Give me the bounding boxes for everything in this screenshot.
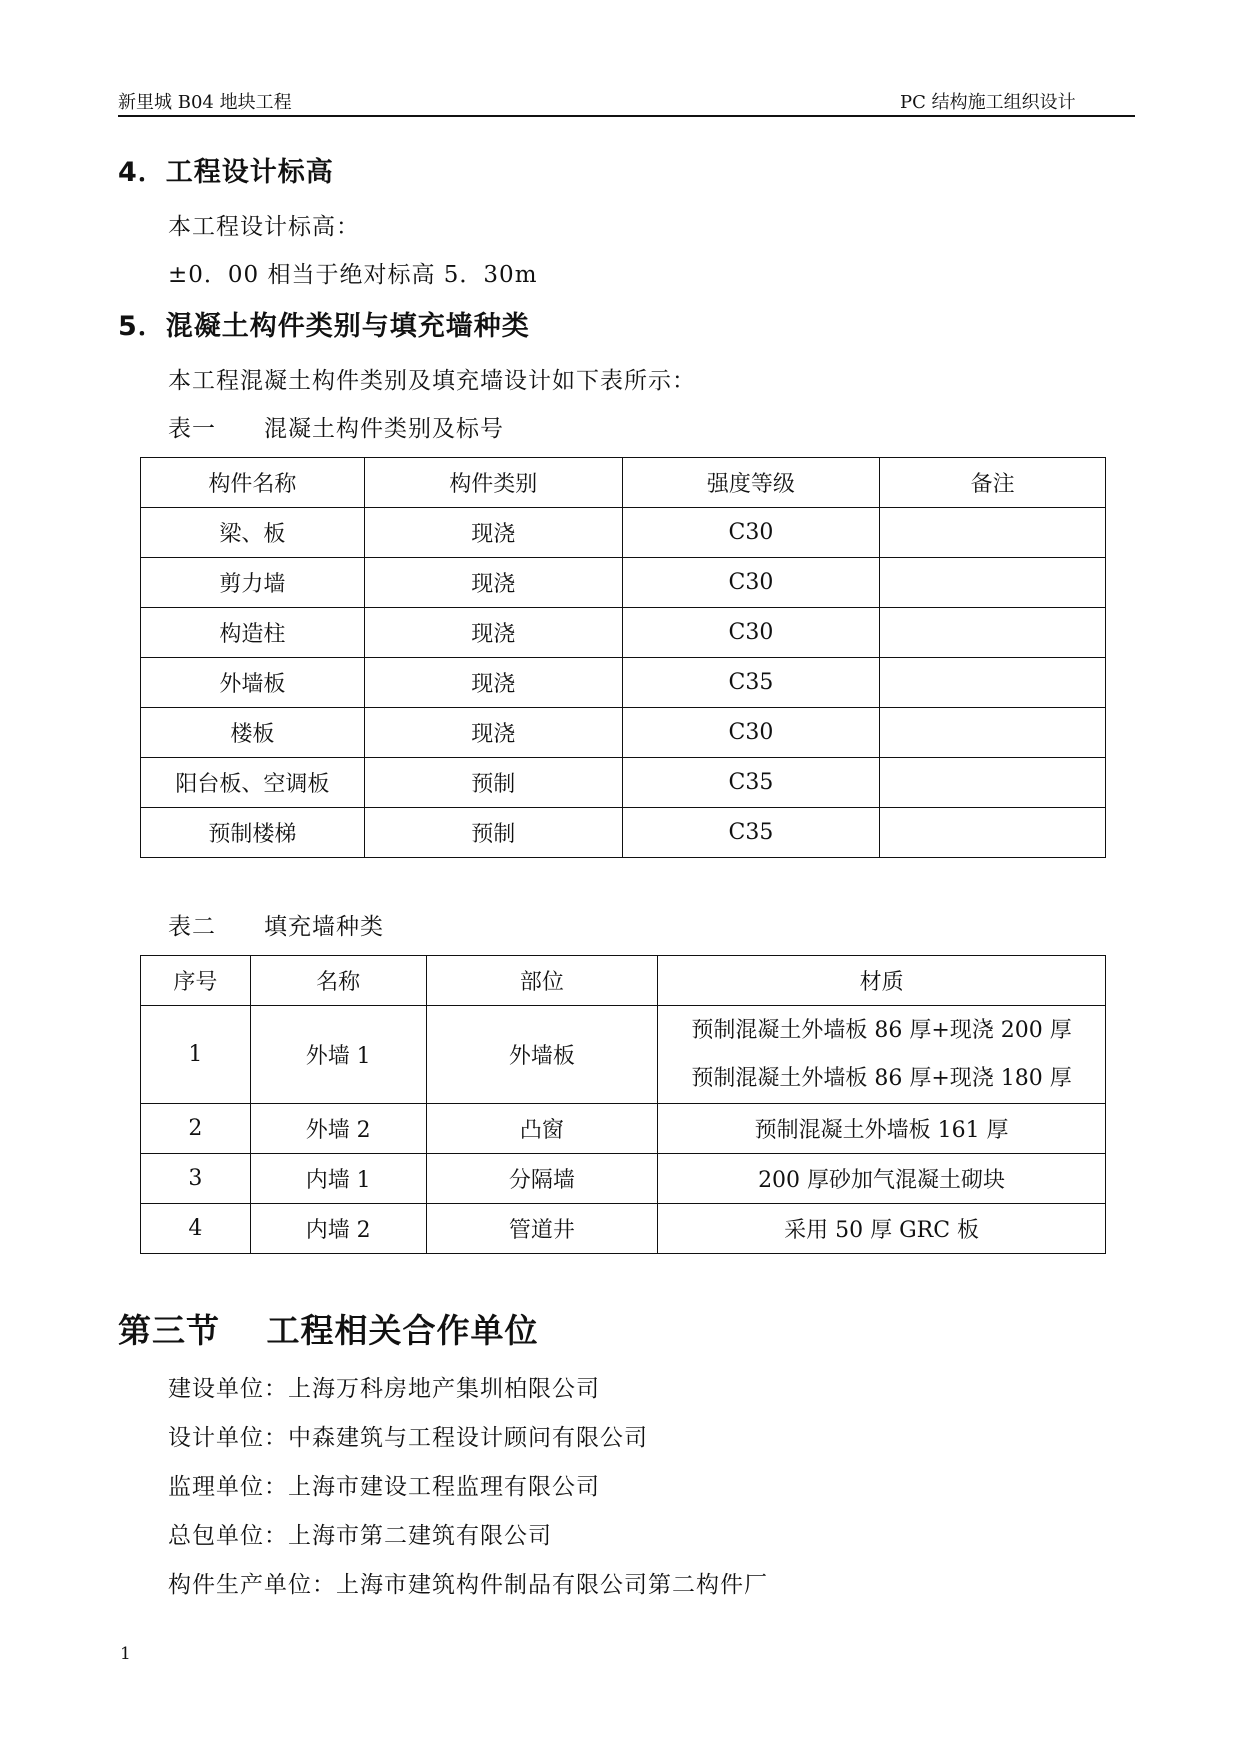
table-cell: 预制 xyxy=(364,808,622,858)
table-cell xyxy=(658,1006,1106,1104)
table-cell: 现浇 xyxy=(364,558,622,608)
table-cell: 凸窗 xyxy=(426,1104,658,1154)
table-row xyxy=(141,508,1106,558)
chapter-3-heading: 第三节 工程相关合作单位 xyxy=(118,1311,539,1350)
section-4-line-2: ±0．00 相当于绝对标高 5．30m xyxy=(168,262,538,288)
partner-line: 总包单位：上海市第二建筑有限公司 xyxy=(168,1523,552,1549)
table-row xyxy=(141,558,1106,608)
table-row xyxy=(141,758,1106,808)
table-cell: 剪力墙 xyxy=(141,558,365,608)
table-cell: 预制混凝土外墙板 161 厚 xyxy=(658,1104,1106,1154)
table-cell xyxy=(880,758,1106,808)
table-cell xyxy=(880,508,1106,558)
table-1-caption: 表一 混凝土构件类别及标号 xyxy=(168,416,504,442)
table-cell: 管道井 xyxy=(426,1204,658,1254)
table-cell: 外墙 1 xyxy=(250,1006,426,1104)
header-right-title: PC 结构施工组织设计 xyxy=(900,92,1076,113)
material-line: 预制混凝土外墙板 86 厚+现浇 200 厚 xyxy=(691,1017,1072,1043)
section-4-heading: 4．工程设计标高 xyxy=(118,157,334,188)
table-cell: 内墙 1 xyxy=(250,1154,426,1204)
table-header-cell: 序号 xyxy=(141,956,251,1006)
table-cell xyxy=(880,608,1106,658)
partner-line: 构件生产单位：上海市建筑构件制品有限公司第二构件厂 xyxy=(168,1572,768,1598)
table-cell: C30 xyxy=(622,708,880,758)
table-cell xyxy=(880,708,1106,758)
table-cell: C30 xyxy=(622,508,880,558)
table-row xyxy=(141,608,1106,658)
table-row xyxy=(141,808,1106,858)
table-header-cell: 材质 xyxy=(658,956,1106,1006)
table-cell: 梁、板 xyxy=(141,508,365,558)
partner-line: 建设单位：上海万科房地产集圳柏限公司 xyxy=(168,1376,600,1402)
table-cell xyxy=(880,658,1106,708)
infill-wall-table xyxy=(140,955,1106,1254)
table-cell: 3 xyxy=(141,1154,251,1204)
table-cell: 预制楼梯 xyxy=(141,808,365,858)
table-header-cell: 部位 xyxy=(426,956,658,1006)
section-5-heading: 5．混凝土构件类别与填充墙种类 xyxy=(118,311,530,342)
table-row xyxy=(141,708,1106,758)
table-header-cell: 构件类别 xyxy=(364,458,622,508)
table-header-cell: 名称 xyxy=(250,956,426,1006)
table-cell: C35 xyxy=(622,808,880,858)
table-row xyxy=(141,658,1106,708)
table-cell: 4 xyxy=(141,1204,251,1254)
table-row xyxy=(141,1204,1106,1254)
table-cell: C30 xyxy=(622,608,880,658)
table-cell: 现浇 xyxy=(364,608,622,658)
table-row xyxy=(141,1006,1106,1104)
table-cell: 采用 50 厚 GRC 板 xyxy=(658,1204,1106,1254)
table-header-row xyxy=(141,956,1106,1006)
header-divider xyxy=(118,115,1135,117)
table-cell: 200 厚砂加气混凝土砌块 xyxy=(658,1154,1106,1204)
section-4-line-1: 本工程设计标高： xyxy=(168,214,360,240)
material-line: 预制混凝土外墙板 86 厚+现浇 180 厚 xyxy=(691,1065,1072,1091)
table-header-cell: 构件名称 xyxy=(141,458,365,508)
table-cell: 现浇 xyxy=(364,658,622,708)
table-cell xyxy=(880,558,1106,608)
table-2-caption: 表二 填充墙种类 xyxy=(168,914,384,940)
table-cell: 楼板 xyxy=(141,708,365,758)
table-cell: C35 xyxy=(622,658,880,708)
table-header-cell: 强度等级 xyxy=(622,458,880,508)
table-cell xyxy=(880,808,1106,858)
section-5-intro: 本工程混凝土构件类别及填充墙设计如下表所示： xyxy=(168,368,696,394)
header-left-title: 新里城 B04 地块工程 xyxy=(118,92,292,113)
table-cell: 现浇 xyxy=(364,708,622,758)
table-cell: 1 xyxy=(141,1006,251,1104)
table-header-row xyxy=(141,458,1106,508)
table-header-cell: 备注 xyxy=(880,458,1106,508)
table-row xyxy=(141,1104,1106,1154)
partner-line: 监理单位：上海市建设工程监理有限公司 xyxy=(168,1474,600,1500)
table-row xyxy=(141,1154,1106,1204)
component-category-table xyxy=(140,457,1106,858)
table-cell: 2 xyxy=(141,1104,251,1154)
table-cell: C30 xyxy=(622,558,880,608)
table-cell: 现浇 xyxy=(364,508,622,558)
table-cell: C35 xyxy=(622,758,880,808)
table-cell: 分隔墙 xyxy=(426,1154,658,1204)
table-cell: 预制 xyxy=(364,758,622,808)
table-cell: 内墙 2 xyxy=(250,1204,426,1254)
table-cell: 外墙板 xyxy=(141,658,365,708)
partner-line: 设计单位：中森建筑与工程设计顾问有限公司 xyxy=(168,1425,648,1451)
table-cell: 构造柱 xyxy=(141,608,365,658)
table-cell: 外墙 2 xyxy=(250,1104,426,1154)
page-number: 1 xyxy=(120,1644,131,1664)
table-cell: 阳台板、空调板 xyxy=(141,758,365,808)
table-cell: 外墙板 xyxy=(426,1006,658,1104)
